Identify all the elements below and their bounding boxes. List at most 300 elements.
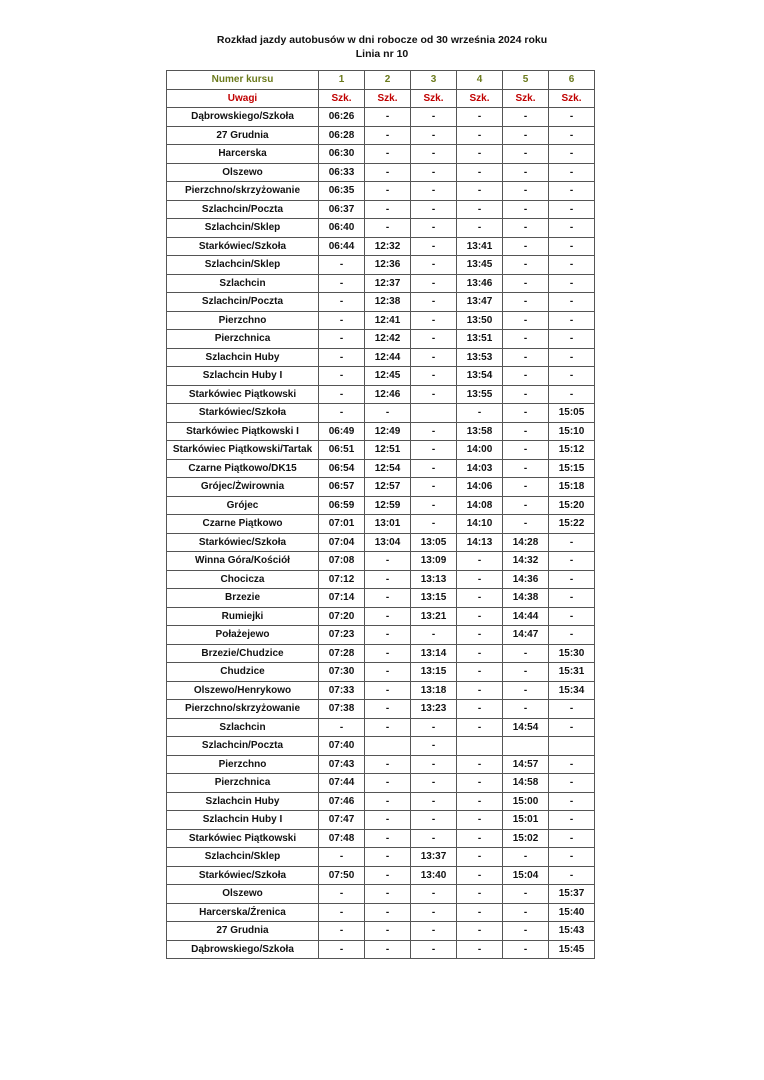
table-row bbox=[167, 829, 595, 848]
departure-time: - bbox=[319, 274, 365, 293]
departure-time: - bbox=[503, 163, 549, 182]
departure-time: - bbox=[365, 108, 411, 127]
table-row bbox=[167, 385, 595, 404]
departure-time: - bbox=[549, 570, 595, 589]
departure-time: - bbox=[365, 811, 411, 830]
departure-time: 13:14 bbox=[411, 644, 457, 663]
remark: Szk. bbox=[411, 89, 457, 108]
departure-time: - bbox=[549, 552, 595, 571]
stop-name: Starkówiec Piątkowski bbox=[167, 829, 319, 848]
table-row bbox=[167, 478, 595, 497]
stop-name: Brzezie/Chudzice bbox=[167, 644, 319, 663]
departure-time bbox=[549, 737, 595, 756]
departure-time: - bbox=[319, 718, 365, 737]
departure-time: 13:47 bbox=[457, 293, 503, 312]
stop-name: Szlachcin bbox=[167, 274, 319, 293]
departure-time: - bbox=[503, 274, 549, 293]
departure-time: 15:10 bbox=[549, 422, 595, 441]
departure-time: - bbox=[503, 663, 549, 682]
departure-time: - bbox=[365, 589, 411, 608]
stop-name: Olszewo bbox=[167, 885, 319, 904]
departure-time: - bbox=[549, 145, 595, 164]
departure-time: - bbox=[411, 367, 457, 386]
departure-time: - bbox=[411, 293, 457, 312]
departure-time: - bbox=[457, 126, 503, 145]
departure-time: - bbox=[457, 755, 503, 774]
departure-time: 14:03 bbox=[457, 459, 503, 478]
departure-time: 06:30 bbox=[319, 145, 365, 164]
departure-time: - bbox=[549, 607, 595, 626]
stop-name: Pierzchno bbox=[167, 311, 319, 330]
departure-time: - bbox=[503, 885, 549, 904]
departure-time: 07:40 bbox=[319, 737, 365, 756]
departure-time: - bbox=[457, 182, 503, 201]
departure-time: 13:18 bbox=[411, 681, 457, 700]
departure-time: - bbox=[411, 422, 457, 441]
departure-time: - bbox=[457, 219, 503, 238]
departure-time: - bbox=[319, 293, 365, 312]
departure-time: - bbox=[319, 848, 365, 867]
departure-time: - bbox=[457, 644, 503, 663]
departure-time: - bbox=[411, 811, 457, 830]
departure-time: - bbox=[503, 256, 549, 275]
header-label: Numer kursu bbox=[167, 71, 319, 90]
departure-time: 15:37 bbox=[549, 885, 595, 904]
departure-time: 07:38 bbox=[319, 700, 365, 719]
departure-time: - bbox=[365, 940, 411, 959]
departure-time: 13:54 bbox=[457, 367, 503, 386]
departure-time: - bbox=[549, 200, 595, 219]
table-row bbox=[167, 607, 595, 626]
departure-time: - bbox=[365, 922, 411, 941]
table-row bbox=[167, 219, 595, 238]
departure-time: - bbox=[503, 200, 549, 219]
departure-time: - bbox=[411, 108, 457, 127]
departure-time: - bbox=[411, 792, 457, 811]
departure-time: - bbox=[503, 145, 549, 164]
departure-time: 13:05 bbox=[411, 533, 457, 552]
table-row bbox=[167, 570, 595, 589]
departure-time: - bbox=[503, 922, 549, 941]
departure-time: - bbox=[549, 293, 595, 312]
table-row bbox=[167, 848, 595, 867]
departure-time: - bbox=[549, 311, 595, 330]
table-row bbox=[167, 404, 595, 423]
remark: Szk. bbox=[365, 89, 411, 108]
departure-time: - bbox=[411, 163, 457, 182]
departure-time: - bbox=[411, 182, 457, 201]
departure-time: - bbox=[549, 755, 595, 774]
departure-time: - bbox=[549, 182, 595, 201]
departure-time: - bbox=[457, 866, 503, 885]
departure-time: 06:40 bbox=[319, 219, 365, 238]
departure-time: - bbox=[503, 478, 549, 497]
departure-time: 07:12 bbox=[319, 570, 365, 589]
departure-time: 14:58 bbox=[503, 774, 549, 793]
departure-time: - bbox=[503, 293, 549, 312]
stop-name: Chocicza bbox=[167, 570, 319, 589]
remark: Szk. bbox=[319, 89, 365, 108]
departure-time: - bbox=[549, 626, 595, 645]
stop-name: Szlachcin/Sklep bbox=[167, 256, 319, 275]
stop-name: Czarne Piątkowo/DK15 bbox=[167, 459, 319, 478]
departure-time: 13:15 bbox=[411, 663, 457, 682]
departure-time: 07:28 bbox=[319, 644, 365, 663]
departure-time: - bbox=[365, 182, 411, 201]
stop-name: Olszewo/Henrykowo bbox=[167, 681, 319, 700]
table-row bbox=[167, 589, 595, 608]
departure-time: - bbox=[503, 422, 549, 441]
table-row bbox=[167, 940, 595, 959]
departure-time: 13:46 bbox=[457, 274, 503, 293]
departure-time: - bbox=[457, 940, 503, 959]
departure-time: 15:45 bbox=[549, 940, 595, 959]
departure-time: - bbox=[365, 848, 411, 867]
departure-time: - bbox=[503, 311, 549, 330]
departure-time: - bbox=[365, 774, 411, 793]
table-row bbox=[167, 700, 595, 719]
departure-time: - bbox=[549, 792, 595, 811]
departure-time: - bbox=[457, 774, 503, 793]
departure-time: 14:13 bbox=[457, 533, 503, 552]
departure-time: 13:23 bbox=[411, 700, 457, 719]
course-number: 2 bbox=[365, 71, 411, 90]
stop-name: Harcerska bbox=[167, 145, 319, 164]
departure-time: 13:51 bbox=[457, 330, 503, 349]
departure-time: 07:20 bbox=[319, 607, 365, 626]
departure-time: - bbox=[411, 737, 457, 756]
departure-time: 07:01 bbox=[319, 515, 365, 534]
departure-time: - bbox=[319, 903, 365, 922]
departure-time: 06:59 bbox=[319, 496, 365, 515]
stop-name: Grójec bbox=[167, 496, 319, 515]
departure-time: 14:44 bbox=[503, 607, 549, 626]
departure-time: - bbox=[503, 848, 549, 867]
departure-time: - bbox=[457, 626, 503, 645]
departure-time: - bbox=[319, 385, 365, 404]
departure-time: - bbox=[457, 108, 503, 127]
table-row bbox=[167, 644, 595, 663]
stop-name: Chudzice bbox=[167, 663, 319, 682]
stop-name: Szlachcin/Poczta bbox=[167, 200, 319, 219]
departure-time: - bbox=[365, 126, 411, 145]
table-row bbox=[167, 311, 595, 330]
departure-time: 15:20 bbox=[549, 496, 595, 515]
departure-time: - bbox=[365, 570, 411, 589]
table-row bbox=[167, 663, 595, 682]
departure-time: - bbox=[549, 774, 595, 793]
departure-time: 13:50 bbox=[457, 311, 503, 330]
course-number: 3 bbox=[411, 71, 457, 90]
departure-time: - bbox=[411, 459, 457, 478]
departure-time: 14:28 bbox=[503, 533, 549, 552]
stop-name: Winna Góra/Kościół bbox=[167, 552, 319, 571]
departure-time: 12:46 bbox=[365, 385, 411, 404]
departure-time: - bbox=[503, 108, 549, 127]
table-row bbox=[167, 145, 595, 164]
departure-time: - bbox=[503, 644, 549, 663]
departure-time: - bbox=[503, 219, 549, 238]
departure-time: - bbox=[549, 108, 595, 127]
departure-time: 14:38 bbox=[503, 589, 549, 608]
departure-time: 12:42 bbox=[365, 330, 411, 349]
stop-name: Połażejewo bbox=[167, 626, 319, 645]
departure-time: - bbox=[457, 570, 503, 589]
departure-time: 15:01 bbox=[503, 811, 549, 830]
table-row bbox=[167, 626, 595, 645]
table-row bbox=[167, 681, 595, 700]
departure-time: - bbox=[549, 589, 595, 608]
table-row bbox=[167, 459, 595, 478]
remarks-label: Uwagi bbox=[167, 89, 319, 108]
table-row bbox=[167, 348, 595, 367]
stop-name: Starkówiec Piątkowski I bbox=[167, 422, 319, 441]
stop-name: Starkówiec/Szkoła bbox=[167, 404, 319, 423]
table-row bbox=[167, 903, 595, 922]
remarks-row bbox=[167, 89, 595, 108]
departure-time: - bbox=[503, 330, 549, 349]
departure-time: - bbox=[457, 700, 503, 719]
departure-time: 13:01 bbox=[365, 515, 411, 534]
stop-name: Szlachcin Huby bbox=[167, 348, 319, 367]
departure-time: - bbox=[503, 700, 549, 719]
stop-name: Starkówiec/Szkoła bbox=[167, 237, 319, 256]
departure-time: - bbox=[365, 718, 411, 737]
departure-time: 06:26 bbox=[319, 108, 365, 127]
departure-time: 13:37 bbox=[411, 848, 457, 867]
departure-time: - bbox=[411, 755, 457, 774]
departure-time: - bbox=[457, 200, 503, 219]
departure-time: 06:37 bbox=[319, 200, 365, 219]
stop-name: 27 Grudnia bbox=[167, 126, 319, 145]
departure-time: - bbox=[503, 385, 549, 404]
table-row bbox=[167, 737, 595, 756]
departure-time: 13:13 bbox=[411, 570, 457, 589]
departure-time: 13:41 bbox=[457, 237, 503, 256]
departure-time: 06:49 bbox=[319, 422, 365, 441]
table-row bbox=[167, 367, 595, 386]
departure-time: 15:12 bbox=[549, 441, 595, 460]
departure-time: 15:30 bbox=[549, 644, 595, 663]
departure-time bbox=[503, 737, 549, 756]
departure-time: 06:35 bbox=[319, 182, 365, 201]
departure-time: - bbox=[503, 496, 549, 515]
departure-time: - bbox=[411, 274, 457, 293]
timetable bbox=[166, 70, 595, 959]
departure-time: 06:51 bbox=[319, 441, 365, 460]
stop-name: Rumiejki bbox=[167, 607, 319, 626]
departure-time: - bbox=[365, 700, 411, 719]
departure-time: - bbox=[411, 385, 457, 404]
departure-time: - bbox=[411, 478, 457, 497]
departure-time: - bbox=[503, 515, 549, 534]
departure-time: - bbox=[457, 163, 503, 182]
departure-time: - bbox=[549, 533, 595, 552]
stop-name: Grójec/Żwirownia bbox=[167, 478, 319, 497]
departure-time: 13:40 bbox=[411, 866, 457, 885]
stop-name: Pierzchno bbox=[167, 755, 319, 774]
stop-name: Szlachcin/Sklep bbox=[167, 848, 319, 867]
stop-name: Pierzchno/skrzyżowanie bbox=[167, 700, 319, 719]
line-number: Linia nr 10 bbox=[355, 48, 409, 60]
departure-time: - bbox=[503, 182, 549, 201]
departure-time: 07:33 bbox=[319, 681, 365, 700]
departure-time: 07:44 bbox=[319, 774, 365, 793]
departure-time: - bbox=[319, 885, 365, 904]
document-title: Rozkład jazdy autobusów w dni robocze od 30 września 2024 roku bbox=[216, 34, 548, 46]
departure-time: 12:37 bbox=[365, 274, 411, 293]
departure-time: 15:05 bbox=[549, 404, 595, 423]
departure-time: 15:43 bbox=[549, 922, 595, 941]
departure-time: - bbox=[549, 866, 595, 885]
departure-time: - bbox=[365, 200, 411, 219]
departure-time: - bbox=[457, 589, 503, 608]
table-row bbox=[167, 237, 595, 256]
course-number-row bbox=[167, 71, 595, 90]
departure-time: 06:33 bbox=[319, 163, 365, 182]
departure-time: - bbox=[411, 145, 457, 164]
departure-time: - bbox=[549, 126, 595, 145]
stop-name: Pierzchnica bbox=[167, 330, 319, 349]
departure-time: 15:15 bbox=[549, 459, 595, 478]
departure-time: - bbox=[411, 237, 457, 256]
departure-time: - bbox=[457, 903, 503, 922]
departure-time: 12:41 bbox=[365, 311, 411, 330]
departure-time: - bbox=[365, 792, 411, 811]
departure-time: - bbox=[411, 774, 457, 793]
departure-time: - bbox=[319, 311, 365, 330]
departure-time: - bbox=[549, 348, 595, 367]
departure-time: - bbox=[457, 663, 503, 682]
departure-time: 13:21 bbox=[411, 607, 457, 626]
departure-time: - bbox=[411, 441, 457, 460]
departure-time: 13:58 bbox=[457, 422, 503, 441]
departure-time: 12:49 bbox=[365, 422, 411, 441]
departure-time bbox=[457, 737, 503, 756]
departure-time: - bbox=[411, 626, 457, 645]
table-row bbox=[167, 496, 595, 515]
stop-name: Szlachcin/Poczta bbox=[167, 737, 319, 756]
departure-time: - bbox=[411, 515, 457, 534]
departure-time: - bbox=[549, 811, 595, 830]
departure-time: - bbox=[365, 903, 411, 922]
departure-time: - bbox=[365, 829, 411, 848]
stop-name: 27 Grudnia bbox=[167, 922, 319, 941]
departure-time: 13:04 bbox=[365, 533, 411, 552]
table-row bbox=[167, 330, 595, 349]
departure-time: 14:57 bbox=[503, 755, 549, 774]
departure-time: - bbox=[457, 552, 503, 571]
departure-time: 15:31 bbox=[549, 663, 595, 682]
stop-name: Szlachcin Huby bbox=[167, 792, 319, 811]
stop-name: Starkówiec/Szkoła bbox=[167, 533, 319, 552]
stop-name: Szlachcin bbox=[167, 718, 319, 737]
departure-time: - bbox=[549, 256, 595, 275]
table-row bbox=[167, 441, 595, 460]
departure-time: - bbox=[549, 829, 595, 848]
departure-time: - bbox=[457, 829, 503, 848]
departure-time: 12:57 bbox=[365, 478, 411, 497]
stop-name: Szlachcin/Poczta bbox=[167, 293, 319, 312]
table-row bbox=[167, 774, 595, 793]
stop-name: Szlachcin Huby I bbox=[167, 367, 319, 386]
table-row bbox=[167, 256, 595, 275]
departure-time: - bbox=[319, 330, 365, 349]
stop-name: Olszewo bbox=[167, 163, 319, 182]
remark: Szk. bbox=[457, 89, 503, 108]
departure-time: 07:23 bbox=[319, 626, 365, 645]
course-number: 1 bbox=[319, 71, 365, 90]
departure-time: - bbox=[411, 311, 457, 330]
departure-time: 12:36 bbox=[365, 256, 411, 275]
departure-time: - bbox=[457, 811, 503, 830]
departure-time: 15:02 bbox=[503, 829, 549, 848]
departure-time: - bbox=[365, 607, 411, 626]
departure-time: 12:54 bbox=[365, 459, 411, 478]
departure-time: - bbox=[503, 348, 549, 367]
departure-time: - bbox=[365, 885, 411, 904]
table-row bbox=[167, 533, 595, 552]
departure-time: - bbox=[365, 404, 411, 423]
departure-time: - bbox=[411, 256, 457, 275]
departure-time: 06:28 bbox=[319, 126, 365, 145]
stop-name: Harcerska/Źrenica bbox=[167, 903, 319, 922]
departure-time: 15:22 bbox=[549, 515, 595, 534]
departure-time: - bbox=[365, 663, 411, 682]
departure-time: 07:14 bbox=[319, 589, 365, 608]
departure-time: 07:50 bbox=[319, 866, 365, 885]
table-row bbox=[167, 718, 595, 737]
departure-time: - bbox=[319, 922, 365, 941]
stop-name: Czarne Piątkowo bbox=[167, 515, 319, 534]
departure-time bbox=[365, 737, 411, 756]
departure-time: 14:47 bbox=[503, 626, 549, 645]
stop-name: Brzezie bbox=[167, 589, 319, 608]
table-row bbox=[167, 200, 595, 219]
table-row bbox=[167, 792, 595, 811]
table-row bbox=[167, 552, 595, 571]
table-row bbox=[167, 885, 595, 904]
departure-time: - bbox=[503, 126, 549, 145]
departure-time: - bbox=[457, 404, 503, 423]
departure-time: - bbox=[549, 219, 595, 238]
departure-time: - bbox=[411, 922, 457, 941]
stop-name: Starkówiec Piątkowski/Tartak bbox=[167, 441, 319, 460]
departure-time: 14:54 bbox=[503, 718, 549, 737]
departure-time: 14:06 bbox=[457, 478, 503, 497]
table-row bbox=[167, 274, 595, 293]
departure-time: - bbox=[411, 219, 457, 238]
departure-time: - bbox=[549, 163, 595, 182]
departure-time: 07:08 bbox=[319, 552, 365, 571]
departure-time: 13:55 bbox=[457, 385, 503, 404]
departure-time: - bbox=[503, 367, 549, 386]
departure-time: - bbox=[365, 681, 411, 700]
departure-time: - bbox=[457, 885, 503, 904]
table-row bbox=[167, 182, 595, 201]
departure-time: 07:30 bbox=[319, 663, 365, 682]
departure-time: 12:32 bbox=[365, 237, 411, 256]
table-row bbox=[167, 126, 595, 145]
departure-time: - bbox=[365, 644, 411, 663]
course-number: 4 bbox=[457, 71, 503, 90]
table-row bbox=[167, 293, 595, 312]
departure-time: 07:46 bbox=[319, 792, 365, 811]
departure-time: - bbox=[411, 348, 457, 367]
stop-name: Pierzchno/skrzyżowanie bbox=[167, 182, 319, 201]
departure-time: - bbox=[411, 829, 457, 848]
departure-time: - bbox=[549, 848, 595, 867]
